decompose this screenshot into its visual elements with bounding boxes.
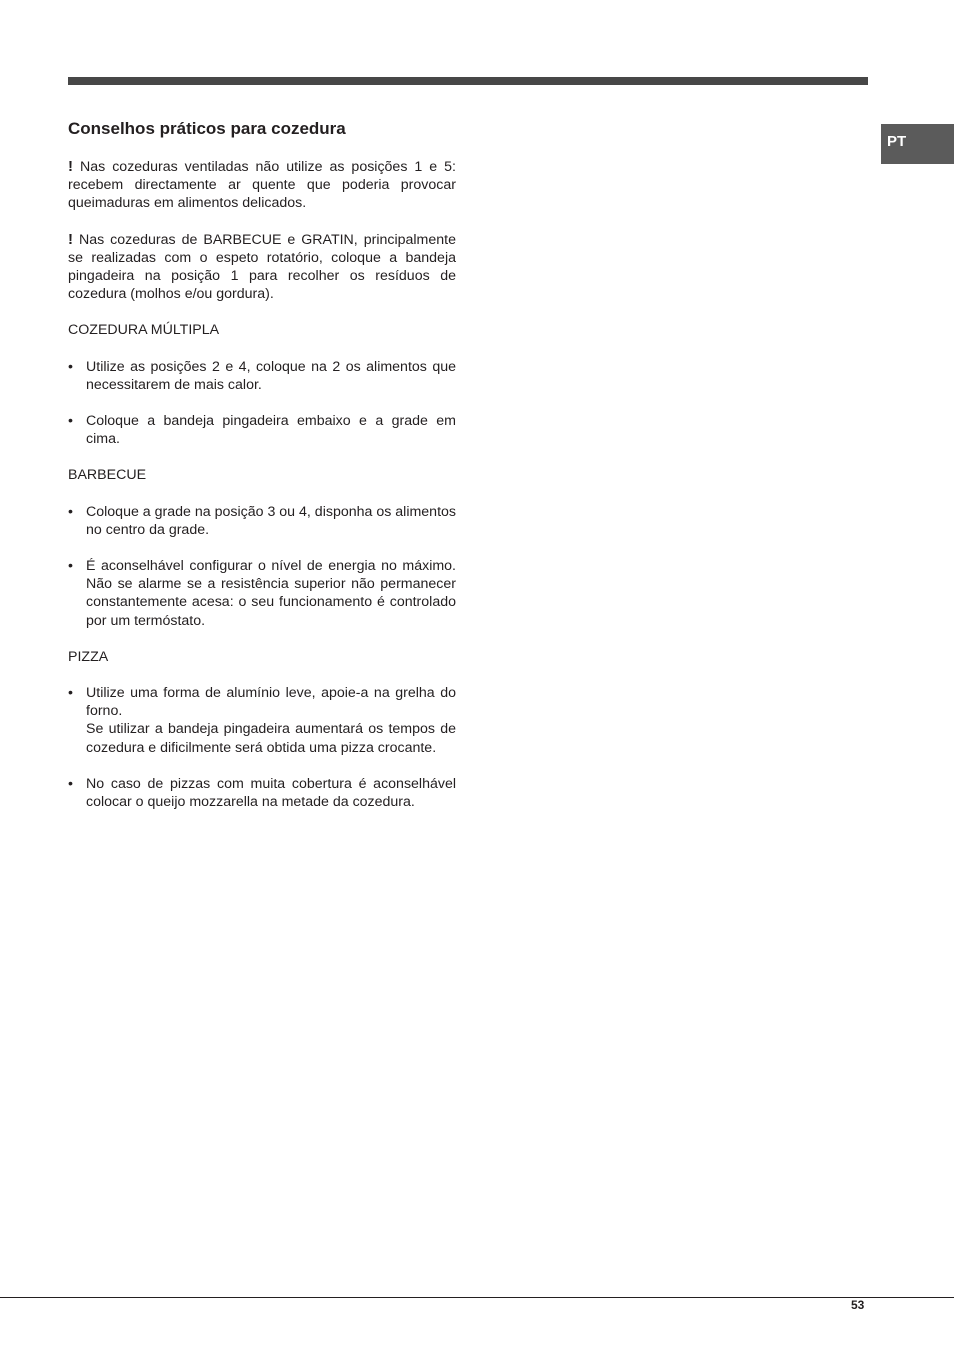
- section-pizza: [68, 648, 456, 811]
- page-title: Conselhos práticos para cozedura: [68, 119, 346, 138]
- bullet-icon: •: [68, 558, 73, 575]
- language-tab: PT: [881, 124, 954, 164]
- list-item: [68, 557, 456, 630]
- list-item-text: É aconselhável configurar o nível de energia no máximo. Não se alarme se a resistência superior não permanecer constantemente acesa: o seu funcionamento é controlado por um termóstato.: [86, 558, 456, 629]
- list-item: [68, 503, 456, 539]
- list-item: [68, 358, 456, 394]
- warning-text: Nas cozeduras de BARBECUE e GRATIN, principalmente se realizadas com o espeto rotatório, coloque a bandeja pingadeira na posição 1 para recolher os resíduos de cozedura (molhos e/ou gordura).: [68, 231, 456, 303]
- warning-text: Nas cozeduras ventiladas não utilize as posições 1 e 5: recebem directamente ar quente que poderia provocar queimaduras em alimentos delicados.: [68, 159, 456, 212]
- bullet-icon: •: [68, 503, 73, 520]
- warning-paragraph: [68, 158, 456, 213]
- section-barbecue: [68, 466, 456, 629]
- bullet-list: [68, 358, 456, 449]
- page-content: [68, 118, 456, 829]
- warning-mark: !: [68, 230, 73, 248]
- section-title: BARBECUE: [68, 467, 147, 484]
- section-title: COZEDURA MÚLTIPLA: [68, 322, 220, 339]
- list-item: [68, 775, 456, 811]
- bullet-list: [68, 503, 456, 630]
- section-cozedura-multipla: [68, 321, 456, 448]
- bullet-list: [68, 684, 456, 811]
- top-rule: [68, 77, 868, 85]
- list-item: [68, 684, 456, 757]
- bullet-icon: •: [68, 358, 73, 375]
- warning-paragraph: [68, 231, 456, 304]
- bullet-icon: •: [68, 685, 73, 702]
- bullet-icon: •: [68, 775, 73, 792]
- warning-mark: !: [68, 158, 73, 175]
- footer-rule: [0, 1297, 954, 1298]
- list-item-text: Coloque a bandeja pingadeira embaixo e a grade em cima.: [86, 413, 456, 448]
- list-item-text: Coloque a grade na posição 3 ou 4, disponha os alimentos no centro da grade.: [86, 503, 456, 538]
- list-item-text: No caso de pizzas com muita cobertura é aconselhável colocar o queijo mozzarella na metade da cozedura.: [86, 775, 456, 811]
- bullet-icon: •: [68, 413, 73, 430]
- section-title: PIZZA: [68, 648, 109, 665]
- list-item-text: Utilize uma forma de alumínio leve, apoie-a na grelha do forno.: [86, 685, 456, 720]
- list-item-text: Se utilizar a bandeja pingadeira aumentará os tempos de cozedura e dificilmente será obtida uma pizza crocante.: [86, 721, 456, 756]
- list-item-text: Utilize as posições 2 e 4, coloque na 2 os alimentos que necessitarem de mais calor.: [86, 358, 456, 393]
- page-number: 53: [851, 1298, 865, 1312]
- list-item: [68, 412, 456, 448]
